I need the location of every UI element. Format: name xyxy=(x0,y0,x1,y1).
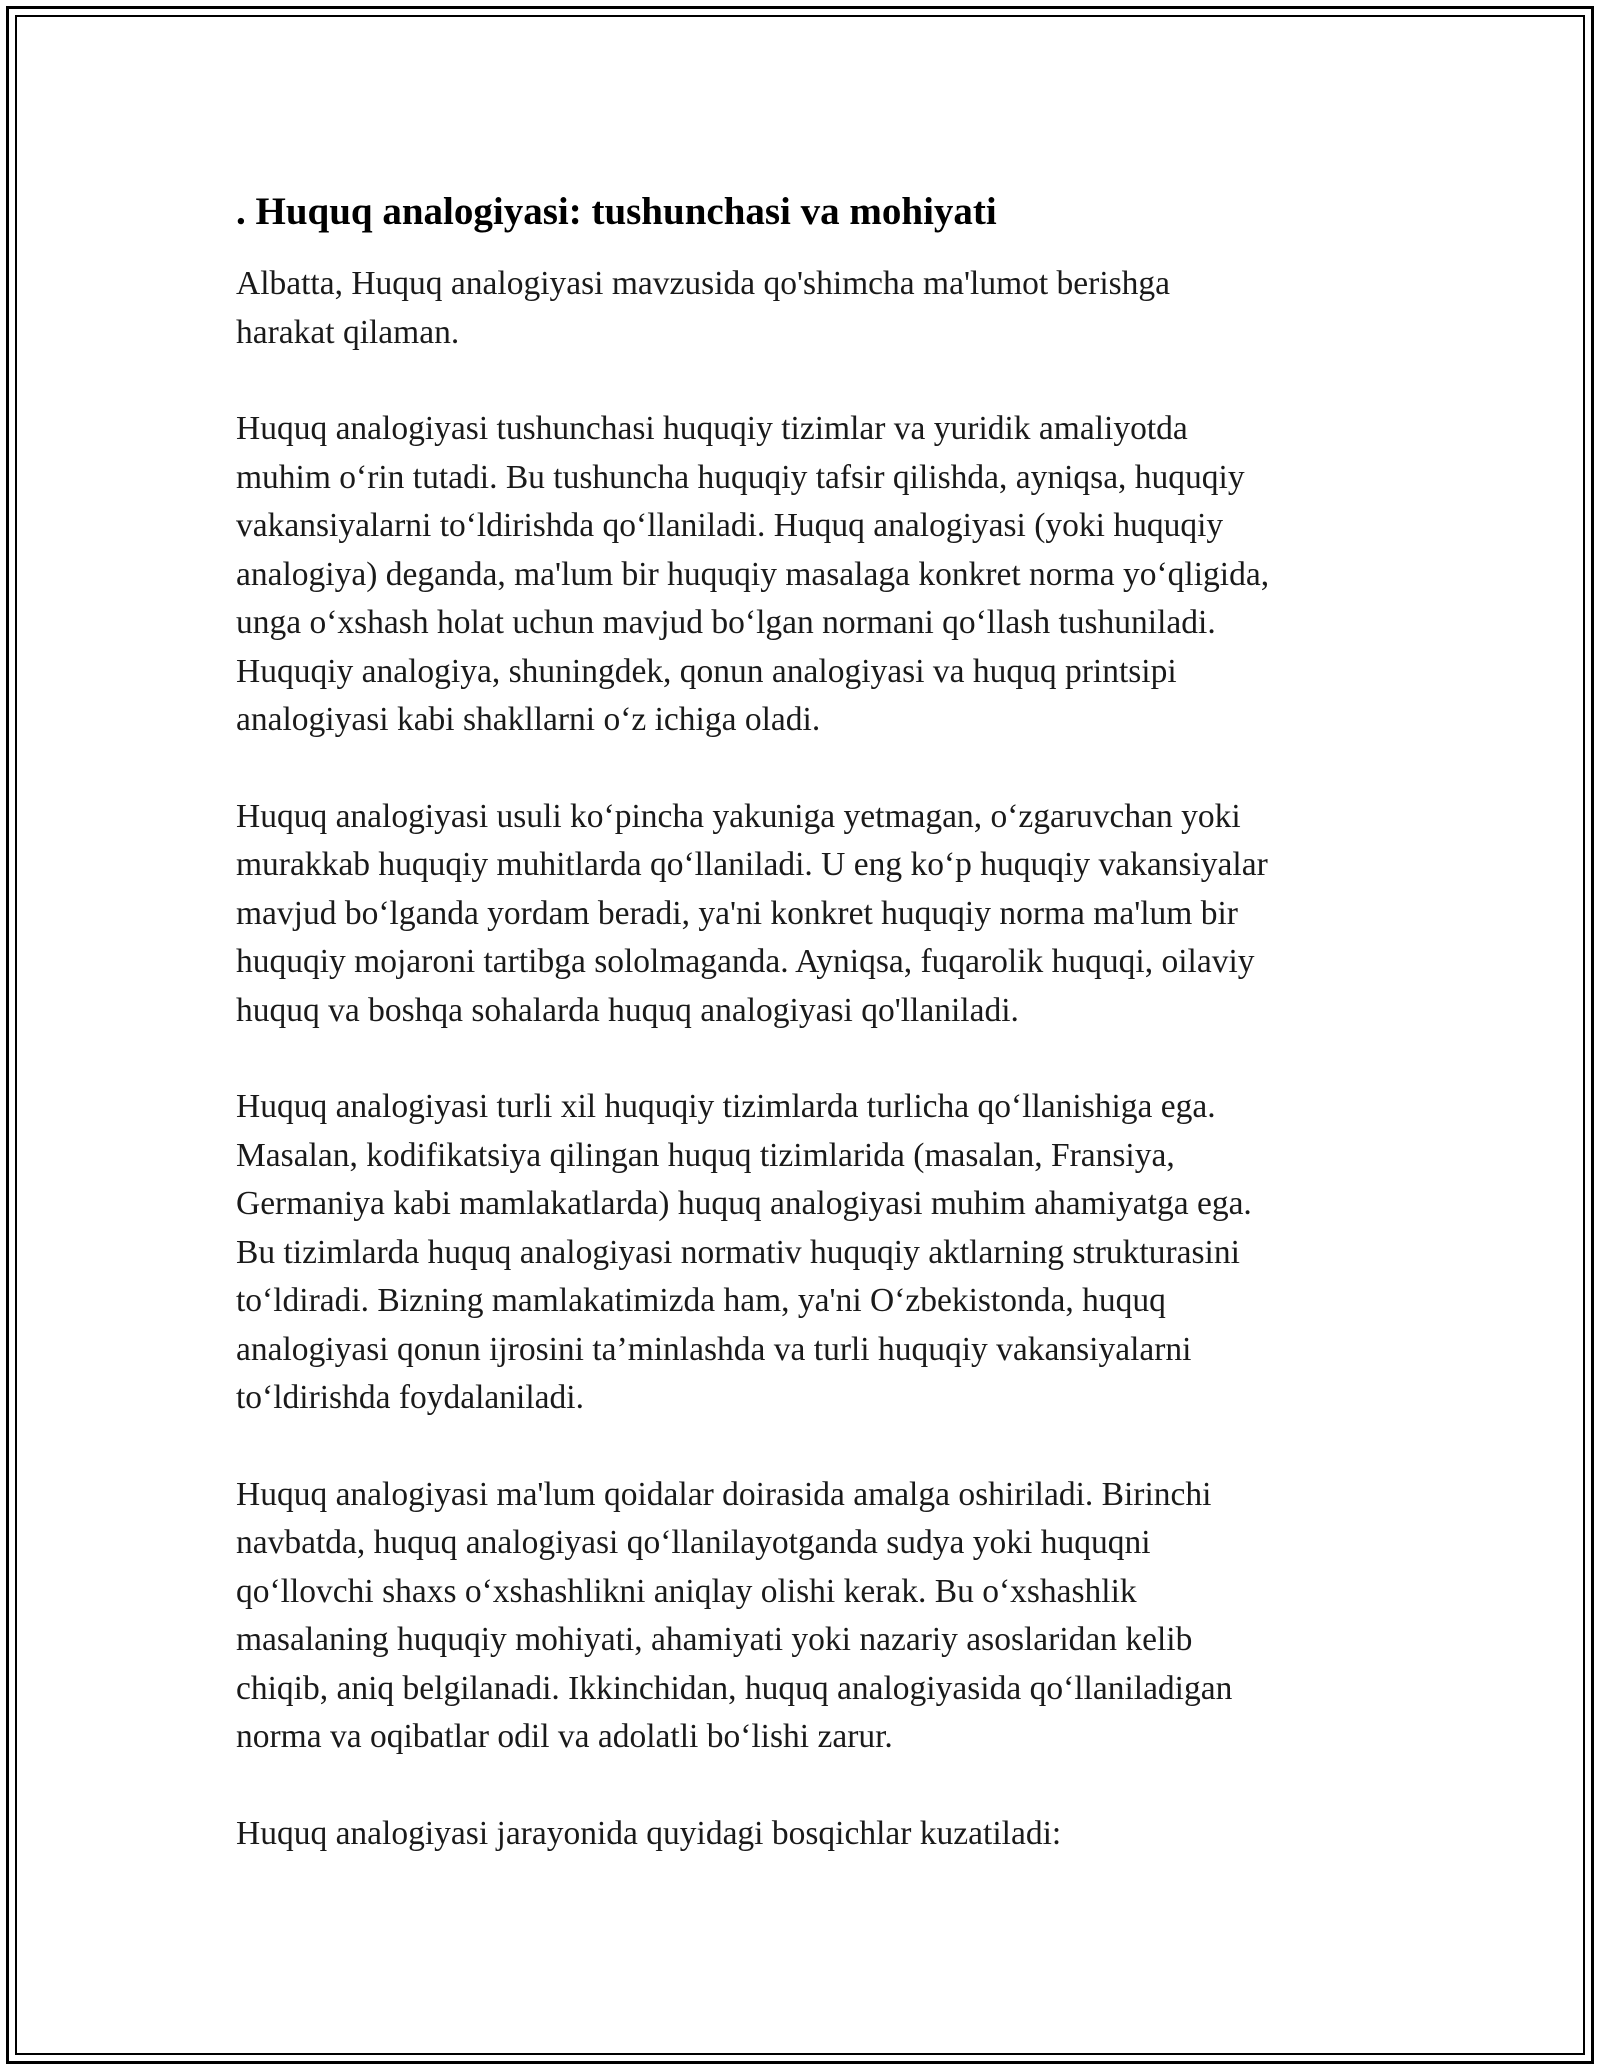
text-line: chiqib, aniq belgilanadi. Ikkinchidan, huquq analogiyasida qo‘llaniladigan xyxy=(236,1669,1233,1707)
text-line: norma va oqibatlar odil va adolatli bo‘lishi zarur. xyxy=(236,1718,893,1755)
paragraph-intro xyxy=(236,260,1386,357)
text-line: harakat qilaman. xyxy=(236,313,460,351)
text-line: Bu tizimlarda huquq analogiyasi normativ huquqiy aktlarning strukturasini xyxy=(236,1233,1240,1271)
text-line: to‘ldirishda foydalaniladi. xyxy=(236,1379,584,1416)
text-line: Huquq analogiyasi usuli ko‘pincha yakuniga yetmagan, o‘zgaruvchan yoki xyxy=(236,797,1241,835)
text-line: qo‘llovchi shaxs o‘xshashlikni aniqlay olishi kerak. Bu o‘xshashlik xyxy=(236,1572,1137,1610)
text-line: huquqiy mojaroni tartibga sololmaganda. Ayniqsa, fuqarolik huquqi, oilaviy xyxy=(236,943,1255,980)
document-body xyxy=(236,188,1386,1906)
text-line: to‘ldiradi. Bizning mamlakatimizda ham, ya'ni O‘zbekistonda, huquq xyxy=(236,1282,1166,1319)
text-line: Huquq analogiyasi jarayonida quyidagi bosqichlar kuzatiladi: xyxy=(236,1814,1062,1852)
text-line: Huquqiy analogiya, shuningdek, qonun analogiyasi va huquq printsipi xyxy=(236,652,1177,690)
text-line: analogiyasi kabi shakllarni o‘z ichiga oladi. xyxy=(236,701,821,738)
paragraph-rules xyxy=(236,1471,1386,1762)
text-line: Germaniya kabi mamlakatlarda) huquq analogiyasi muhim ahamiyatga ega. xyxy=(236,1185,1252,1222)
text-line: murakkab huquqiy muhitlarda qo‘llaniladi. U eng ko‘p huquqiy vakansiyalar xyxy=(236,846,1268,883)
paragraph-stages xyxy=(236,1810,1386,1859)
text-line: Huquq analogiyasi ma'lum qoidalar doirasida amalga oshiriladi. Birinchi xyxy=(236,1475,1212,1513)
text-line: analogiyasi qonun ijrosini ta’minlashda va turli huquqiy vakansiyalarni xyxy=(236,1330,1192,1368)
paragraph-usage xyxy=(236,793,1386,1036)
text-line: Masalan, kodifikatsiya qilingan huquq tizimlarida (masalan, Fransiya, xyxy=(236,1136,1175,1174)
text-line: masalaning huquqiy mohiyati, ahamiyati yoki nazariy asoslaridan kelib xyxy=(236,1621,1193,1658)
text-line: unga o‘xshash holat uchun mavjud bo‘lgan normani qo‘llash tushuniladi. xyxy=(236,604,1216,641)
text-line: navbatda, huquq analogiyasi qo‘llanilayotganda sudya yoki huquqni xyxy=(236,1524,1151,1561)
document-title: . Huquq analogiyasi: tushunchasi va mohiyati xyxy=(236,190,997,233)
text-line: muhim o‘rin tutadi. Bu tushuncha huquqiy tafsir qilishda, ayniqsa, huquqiy xyxy=(236,458,1245,496)
text-line: analogiya) deganda, ma'lum bir huquqiy masalaga konkret norma yo‘qligida, xyxy=(236,555,1270,593)
paragraph-legal-systems xyxy=(236,1083,1386,1423)
text-line: Huquq analogiyasi tushunchasi huquqiy tizimlar va yuridik amaliyotda xyxy=(236,410,1188,447)
text-line: Albatta, Huquq analogiyasi mavzusida qo'shimcha ma'lumot berishga xyxy=(236,265,1171,302)
text-line: Huquq analogiyasi turli xil huquqiy tizimlarda turlicha qo‘llanishiga ega. xyxy=(236,1088,1216,1125)
text-line: vakansiyalarni to‘ldirishda qo‘llaniladi. Huquq analogiyasi (yoki huquqiy xyxy=(236,507,1224,544)
paragraph-concept xyxy=(236,405,1386,745)
text-line: huquq va boshqa sohalarda huquq analogiyasi qo'llaniladi. xyxy=(236,991,1019,1029)
text-line: mavjud bo‘lganda yordam beradi, ya'ni konkret huquqiy norma ma'lum bir xyxy=(236,894,1238,932)
